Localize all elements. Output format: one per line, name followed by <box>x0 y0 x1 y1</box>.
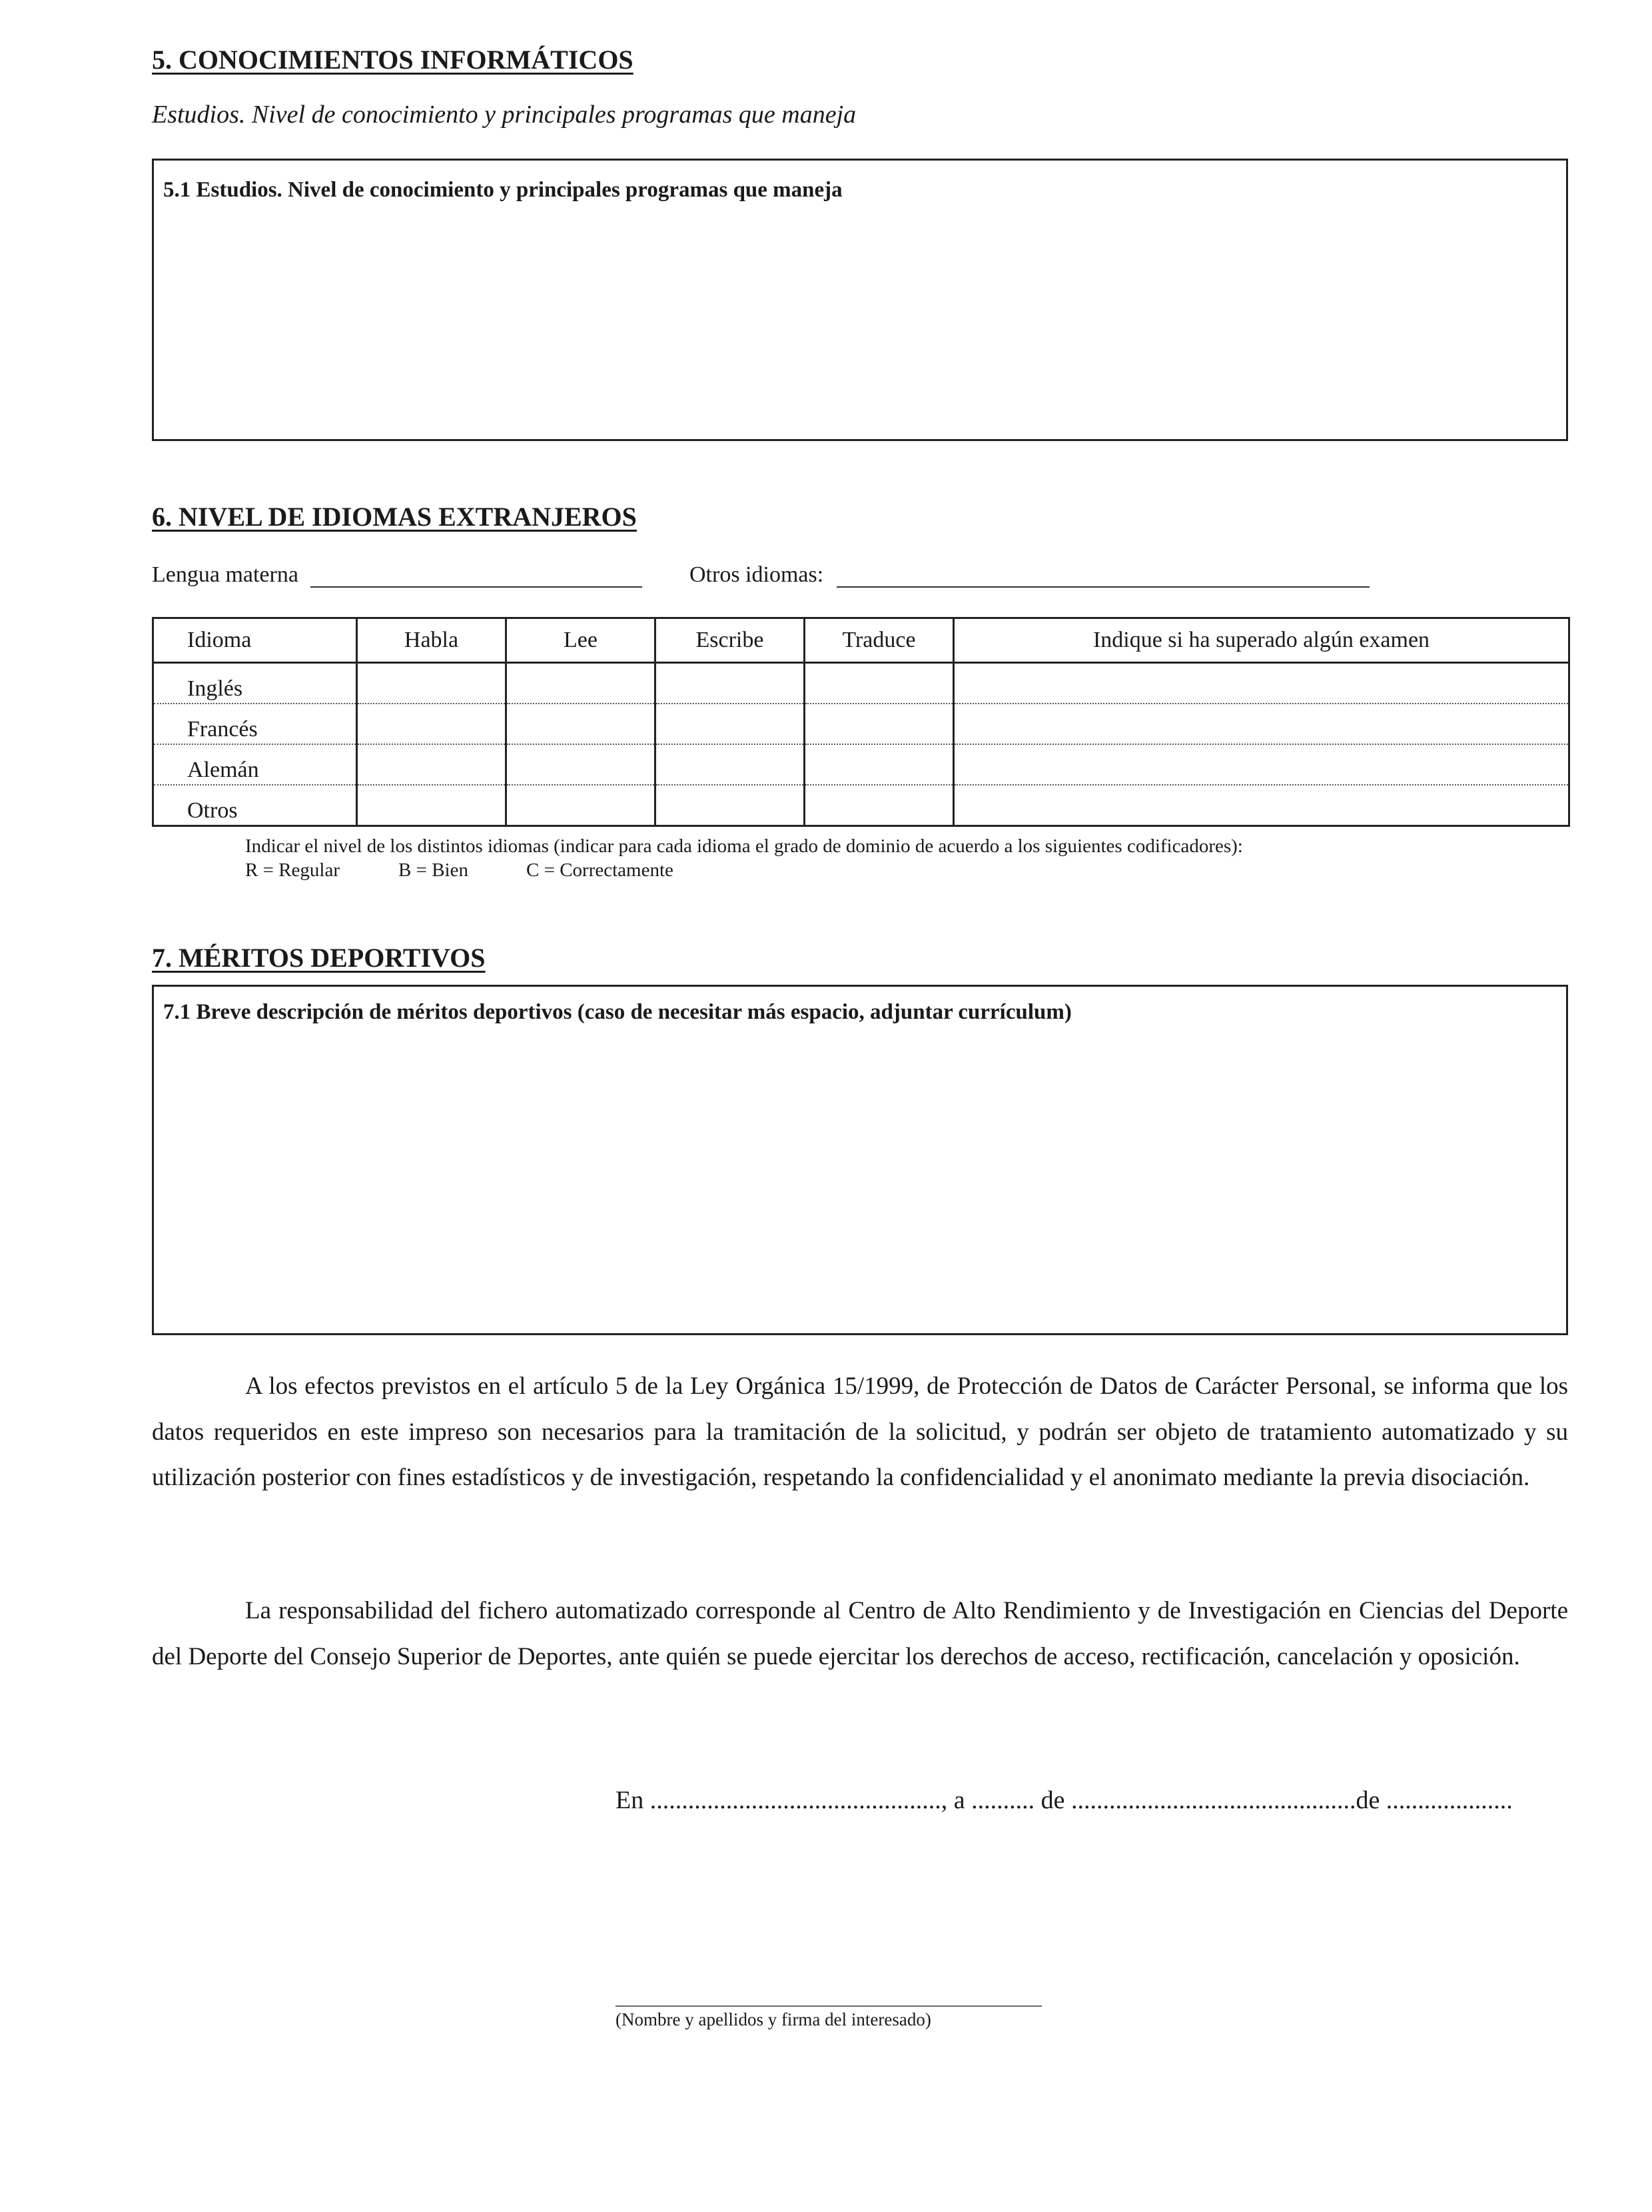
exam-cell[interactable] <box>954 744 1569 785</box>
speaks-cell[interactable] <box>357 663 506 704</box>
exam-cell[interactable] <box>954 704 1569 744</box>
writes-cell[interactable] <box>655 744 805 785</box>
data-protection-paragraph: A los efectos previstos en el artículo 5 de la Ley Orgánica 15/1999, de Protección de Datos de Carácter Personal, se informa que los datos requeridos en este impreso son necesarios para la tramitación de la solicitud, y podrán ser objeto de tratamiento automatizado y su utilización posterior con fines estadísticos y de investigación, respetando la confidencialidad y el anonimato mediante la previa disociación. <box>152 1373 1568 1491</box>
writes-cell[interactable] <box>655 663 805 704</box>
reads-cell[interactable] <box>506 744 655 785</box>
section-6-title: 6. NIVEL DE IDIOMAS EXTRANJEROS <box>152 502 637 532</box>
language-name: Francés <box>153 704 357 744</box>
exam-cell[interactable] <box>954 785 1569 826</box>
language-name: Inglés <box>153 663 357 704</box>
legend-code-correct: C = Correctamente <box>526 859 673 881</box>
mother-tongue-field[interactable] <box>310 586 642 588</box>
speaks-cell[interactable] <box>357 704 506 744</box>
header-language: Idioma <box>153 618 357 663</box>
table-row <box>153 663 1569 704</box>
sports-merits-box-label: 7.1 Breve descripción de méritos deportivos (caso de necesitar más espacio, adjuntar currículum) <box>163 1000 1072 1024</box>
other-languages-field[interactable] <box>837 586 1370 588</box>
translates-cell[interactable] <box>805 704 954 744</box>
writes-cell[interactable] <box>655 704 805 744</box>
language-name: Otros <box>153 785 357 826</box>
header-translates: Traduce <box>805 618 954 663</box>
header-reads: Lee <box>506 618 655 663</box>
computer-skills-box[interactable] <box>152 159 1568 441</box>
table-row <box>153 704 1569 744</box>
legend-code-regular: R = Regular <box>245 859 340 881</box>
language-name: Alemán <box>153 744 357 785</box>
file-responsibility-paragraph: La responsabilidad del fichero automatizado corresponde al Centro de Alto Rendimiento y de Investigación en Ciencias del Deporte del Deporte del Consejo Superior de Deportes, ante quién se puede ejercitar los derechos de acceso, rectificación, cancelación y oposición. <box>152 1597 1568 1670</box>
translates-cell[interactable] <box>805 663 954 704</box>
speaks-cell[interactable] <box>357 744 506 785</box>
languages-table-header <box>153 618 1569 663</box>
sports-merits-box[interactable] <box>152 985 1568 1335</box>
writes-cell[interactable] <box>655 785 805 826</box>
other-languages-label: Otros idiomas: <box>689 562 824 587</box>
languages-table <box>152 617 1570 827</box>
exam-cell[interactable] <box>954 663 1569 704</box>
translates-cell[interactable] <box>805 744 954 785</box>
reads-cell[interactable] <box>506 704 655 744</box>
signature-line[interactable] <box>616 2005 1042 2007</box>
header-writes: Escribe <box>655 618 805 663</box>
reads-cell[interactable] <box>506 663 655 704</box>
speaks-cell[interactable] <box>357 785 506 826</box>
section-5-title: 5. CONOCIMIENTOS INFORMÁTICOS <box>152 45 633 75</box>
table-row <box>153 744 1569 785</box>
header-speaks: Habla <box>357 618 506 663</box>
place-date-line[interactable]: En .............................................., a .......... de .............................................de .................... <box>616 1786 1513 1814</box>
computer-skills-box-label: 5.1 Estudios. Nivel de conocimiento y principales programas que maneja <box>163 178 843 202</box>
mother-tongue-label: Lengua materna <box>152 562 298 587</box>
languages-legend-instruction: Indicar el nivel de los distintos idiomas (indicar para cada idioma el grado de dominio de acuerdo a los siguientes codificadores): <box>245 835 1243 857</box>
section-5-subtitle: Estudios. Nivel de conocimiento y principales programas que maneja <box>152 101 857 129</box>
table-row <box>153 785 1569 826</box>
header-exam: Indique si ha superado algún examen <box>954 618 1569 663</box>
translates-cell[interactable] <box>805 785 954 826</box>
section-7-title: 7. MÉRITOS DEPORTIVOS <box>152 943 486 973</box>
legend-code-good: B = Bien <box>398 859 468 881</box>
signature-caption: (Nombre y apellidos y firma del interesado) <box>616 2009 931 2029</box>
reads-cell[interactable] <box>506 785 655 826</box>
